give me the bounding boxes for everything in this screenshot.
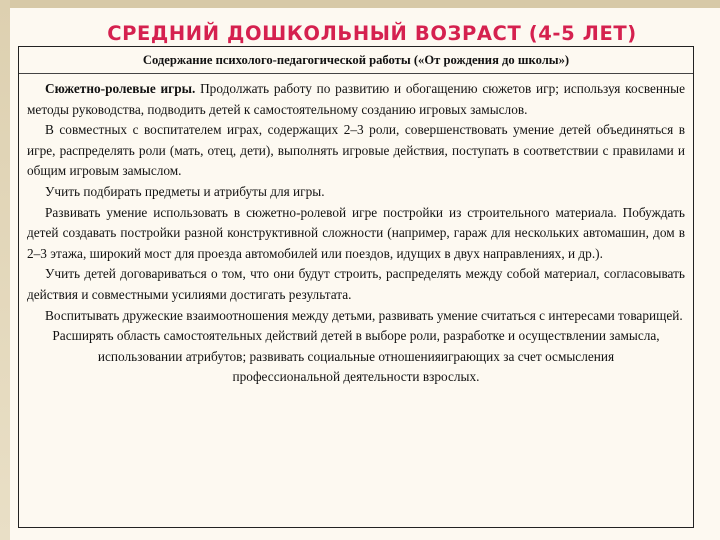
left-decor-stripe (0, 0, 10, 540)
paragraph-lead: Сюжетно-ролевые игры. (45, 81, 196, 96)
paragraph-joint-games: В совместных с воспитателем играх, содержащих 2–3 роли, совершенствовать умение детей объединяться в игре, распределять роли (мать, отец, дети), выполнять игровые действия, поступать в соответствии с правилами и общим игровым замыслом. (27, 122, 685, 179)
paragraph-friendship: Воспитывать дружеские взаимоотношения между детьми, развивать умение считаться с интересами товарищей. (45, 307, 683, 323)
top-decor-stripe (0, 0, 720, 8)
paragraph-attributes: Учить подбирать предметы и атрибуты для игры. (45, 183, 325, 199)
paragraph-agreement: Учить детей договариваться о том, что они будут строить, распределять между собой материал, согласовывать действия и совместными усилиями достигать результата. (27, 266, 685, 302)
paragraph-roleplay (27, 79, 685, 120)
paragraph-text: Продолжать работу по развитию и обогащению сюжетов игр; используя косвенные методы руководства, подводить детей к самостоятельному созданию игровых замыслов. (27, 81, 686, 117)
table-body (19, 74, 693, 388)
paragraph-independence: Расширять область самостоятельных действий детей в выборе роли, разработке и осуществлении замысла, использовании атрибутов; развивать социальные отношенияиграющих за счет осмысления профессиональной деятельности взрослых. (52, 328, 660, 385)
table-header: Содержание психолого-педагогической работы («От рождения до школы») (19, 47, 693, 74)
slide-title: СРЕДНИЙ ДОШКОЛЬНЫЙ ВОЗРАСТ (4-5 ЛЕТ) (107, 22, 637, 45)
content-table (18, 46, 694, 528)
paragraph-buildings: Развивать умение использовать в сюжетно-ролевой игре постройки из строительного материала. Побуждать детей создавать постройки разной конструктивной сложности (например, гараж для нескольких автомашин, дом в 2–3 этажа, широкий мост для проезда автомобилей или поездов, идущих в двух направлениях, и др.). (27, 204, 685, 261)
